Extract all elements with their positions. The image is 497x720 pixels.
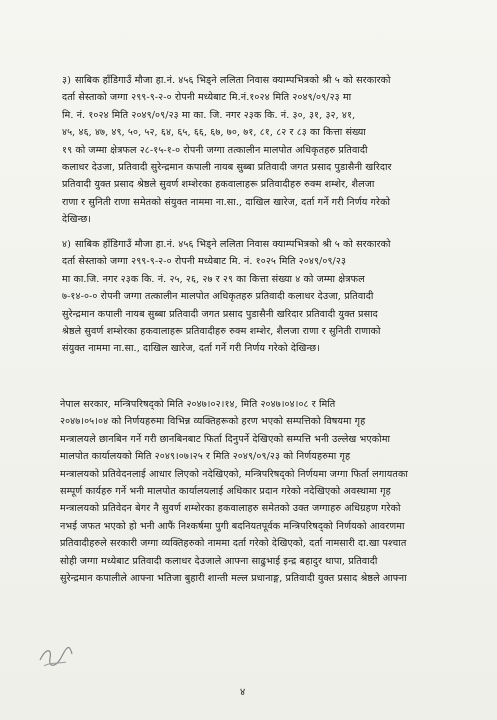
paragraph-5-line: २०४७।०५।०४ को निर्णयहरुमा विभिन्न व्यक्तिहरूको हरण भएको सम्पत्तिको विषयमा गृह: [60, 416, 366, 428]
paragraph-5-line: नभई जफत भएको हो भनी आफैं निश्कर्षमा पुगी बदनियतपूर्वक मन्त्रिपरिषद्को निर्णयको आवरणमा: [60, 520, 405, 532]
paragraph-4-line-text: साबिक हाँडिगाउँ मौजा हा.नं. ४५६ भिड्ने ललिता निवास क्याम्पभित्रको श्री ५ को सरकारको: [74, 239, 391, 250]
paragraph-3-line: ४५, ४६, ४७, ४९, ५०, ५२, ६४, ६५, ६६, ६७, ७०, ७१, ८१, ८२ र ८३ का कित्ता संख्या: [62, 127, 366, 139]
paragraph-4-line: [62, 236, 460, 253]
paragraph-4-line: सुरेन्द्रमान कपाली नायब सुब्बा प्रतिवादी जगत प्रसाद पुडासैनी खरिदार प्रतिवादी युक्त प्रसाद: [62, 308, 378, 320]
paragraph-3-line: मि. नं. १०२४ मिति २०४९/०९/२३ मा का. जि. नगर २३क कि. नं. ३०, ३१, ३२, ४१,: [62, 109, 356, 121]
paragraph-5-line: मन्त्रालयको प्रतिवेदन बेगर नै सुवर्ण शम्शेरका हकवालाहरु समेतको उक्त जग्गाहरु अधिग्रहण गरेको: [60, 503, 401, 515]
paragraph-5-line: सोही जग्गा मध्येबाट प्रतिवादी कलाधर देउजाले आफ्ना साढुभाई इन्द्र बहादुर थापा, प्रतिवादी: [60, 555, 378, 567]
paragraph-3-line: दर्ता सेस्ताको जग्गा २९९-९-२-० रोपनी मध्येबाट मि.नं.१०२४ मिति २०४९/०९/२३ मा: [62, 92, 352, 104]
paragraph-5-line: नेपाल सरकार, मन्त्रिपरिषद्को मिति २०४७।०२।१४, मिति २०४७।०४।०८ र मिति: [60, 399, 336, 410]
paragraph-3-line: देखिन्छ।: [62, 214, 92, 226]
paragraph-4-line: दर्ता सेस्ताको जग्गा २९९-९-२-० रोपनी मध्येबाट मि. नं. १०२५ मिति २०४९/०९/२३: [62, 256, 347, 268]
paragraph-5: [60, 396, 462, 587]
paragraph-4-line: ७-१४-०-० रोपनी जग्गा तत्कालीन मालपोत अधिकृतहरु प्रतिवादी कलाधर देउजा, प्रतिवादी: [62, 291, 374, 303]
paragraph-3-line-text: साबिक हाँडिगाउँ मौजा हा.नं. ४५६ भिड्ने ललिता निवास क्याम्पभित्रको श्री ५ को सरकारको: [74, 75, 391, 86]
paragraph-3-line: कलाधर देउजा, प्रतिवादी सुरेन्द्रमान कपाली नायब सुब्बा प्रतिवादी जगत प्रसाद पुडासैनी खरिदार: [62, 162, 392, 174]
paragraph-3-line: [62, 72, 460, 89]
paragraph-4-line: श्रेष्ठले सुवर्ण शम्शेरका हकवालाहरू प्रतिवादीहरु रुक्म शम्शेर, शैलजा राणा र सुनिती राणाको: [62, 326, 381, 338]
paragraph-4-line: मा का.जि. नगर २३क कि. नं. २५, २६, २७ र २९ का कित्ता संख्या ४ को जम्मा क्षेत्रफल: [62, 273, 365, 285]
paragraph-5-line: सुरेन्द्रमान कपालीले आफ्ना भतिजा बुहारी शान्ती मल्ल प्रधानाङ्ग, प्रतिवादी युक्त प्रसाद श्रेष्ठले आफ्ना: [60, 573, 407, 585]
paragraph-5-line: मन्त्रालयको प्रतिवेदनलाई आधार लिएको नदेखिएको, मन्त्रिपरिषद्को निर्णयमा जग्गा फिर्ता लगायतका: [60, 468, 408, 480]
paragraph-5-line: मालपोत कार्यालयको मिति २०४९।०७।२५ र मिति २०४९/०९/२३ को निर्णयहरुमा गृह: [60, 451, 351, 463]
paragraph-4-number: ४): [62, 239, 71, 250]
paragraph-3-line: प्रतिवादी युक्त प्रसाद श्रेष्ठले सुवर्ण शम्शेरका हकवालाहरू प्रतिवादीहरु रुक्म शम्शेर, शैलजा: [62, 179, 375, 191]
paragraph-5-line: मन्त्रालयले छानबिन गर्ने गरी छानबिनबाट फिर्ता दिनुपर्ने देखिएको सम्पत्ति भनी उल्लेख भएकोमा: [60, 433, 391, 445]
paragraph-4: [62, 236, 460, 358]
page-number: ४: [240, 687, 246, 698]
paragraph-3-line: राणा र सुनिती राणा समेतको संयुक्त नाममा ना.सा., दाखिल खारेज, दर्ता गर्ने गरी निर्णय गरेको: [62, 196, 391, 208]
paragraph-3: [62, 72, 460, 229]
paragraph-5-line: सम्पूर्ण कार्यहरु गर्ने भनी मालपोत कार्यालयलाई अधिकार प्रदान गरेको नदेखिएको अवस्थामा गृह: [60, 486, 391, 498]
paragraph-3-number: ३): [62, 75, 71, 86]
paragraph-4-line: संयुक्त नाममा ना.सा., दाखिल खारेज, दर्ता गर्ने गरी निर्णय गरेको देखिन्छ।: [62, 343, 320, 355]
handwritten-initials-mark: [36, 640, 76, 674]
paragraph-5-line: प्रतिवादीहरुले सरकारी जग्गा व्यक्तिहरुको नाममा दर्ता गरेको देखिएको, दर्ता नामसारी दा.खा पश्चात: [60, 538, 407, 550]
paragraph-3-line: १९ को जम्मा क्षेत्रफल २८-१५-१-० रोपनी जग्गा तत्कालीन मालपोत अधिकृतहरु प्रतिवादी: [62, 144, 368, 156]
